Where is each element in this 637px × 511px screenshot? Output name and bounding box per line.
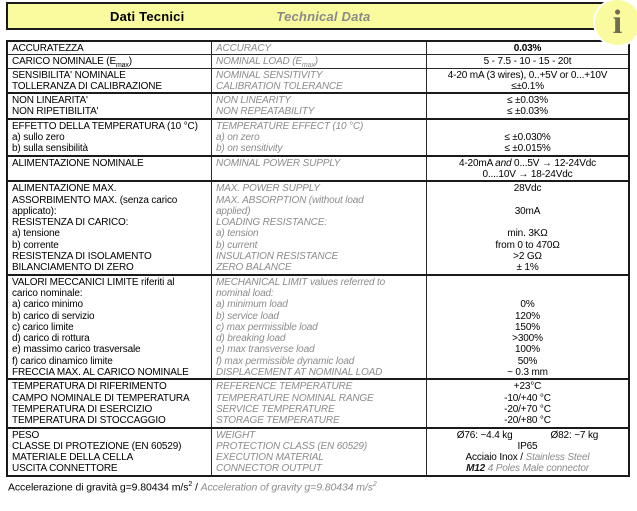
spec-cell-value xyxy=(427,276,628,379)
spec-line: -20/+70 °C xyxy=(504,403,551,415)
spec-line: MATERIALE DELLA CELLA xyxy=(12,452,134,464)
spec-line: NON REPEATABILITY xyxy=(216,106,315,118)
spec-line: 120% xyxy=(515,310,540,322)
spec-cell-english xyxy=(211,429,427,475)
spec-line: from 0 to 470Ω xyxy=(495,239,560,251)
spec-block xyxy=(8,92,628,118)
spec-line xyxy=(431,158,624,169)
text-segment: 18-24Vdc xyxy=(528,168,573,180)
spec-line xyxy=(431,277,624,288)
text-segment: and xyxy=(495,157,512,169)
spec-cell-value xyxy=(427,429,628,475)
spec-cell-value xyxy=(427,380,628,426)
spec-line: SENSIBILITA' NOMINALE xyxy=(12,69,126,81)
spec-line xyxy=(431,195,624,206)
spec-line: 150% xyxy=(515,321,540,333)
spec-line: min. 3KΩ xyxy=(507,228,548,240)
spec-line: a) sullo zero xyxy=(12,132,65,144)
spec-line xyxy=(431,452,624,463)
spec-line: f) max permissible dynamic load xyxy=(216,355,355,367)
text-segment: 4 Poles Male connector xyxy=(485,463,589,475)
spec-line: b) service load xyxy=(216,310,279,322)
spec-line: MECHANICAL LIMIT values referred to xyxy=(216,276,386,288)
spec-line: 100% xyxy=(515,344,540,356)
spec-line: d) breaking load xyxy=(216,333,286,345)
text-segment: Accelerazione di gravità g=9.80434 m/s xyxy=(8,481,189,494)
spec-line xyxy=(216,56,422,70)
spec-block xyxy=(8,42,628,54)
spec-cell-value xyxy=(427,55,628,67)
spec-line: ZERO BALANCE xyxy=(216,262,292,274)
text-segment: Ø76: ~4.4 kg xyxy=(456,429,513,441)
spec-line: applicato): xyxy=(12,205,57,217)
spec-line: b) sulla sensibilità xyxy=(12,143,88,155)
spec-line: b) current xyxy=(216,239,258,251)
spec-line xyxy=(431,463,624,474)
spec-line xyxy=(431,288,624,299)
spec-line: NON LINEARITA' xyxy=(12,95,88,107)
text-segment: ) xyxy=(314,56,318,68)
text-segment: 4-20mA xyxy=(458,157,496,169)
spec-cell-value xyxy=(427,69,628,93)
text-segment: max xyxy=(115,62,129,70)
spec-cell-english xyxy=(211,69,427,93)
spec-line: TEMPERATURA DI RIFERIMENTO xyxy=(12,381,167,393)
spec-line: a) tension xyxy=(216,228,259,240)
spec-line: >2 GΩ xyxy=(513,251,542,263)
spec-line: nominal load: xyxy=(216,287,274,299)
spec-line: NON RIPETIBILITA' xyxy=(12,106,99,118)
spec-line: c) carico limite xyxy=(12,321,74,333)
spec-line xyxy=(431,43,624,54)
text-segment: 0...5V xyxy=(511,157,542,169)
text-segment: Stainless Steel xyxy=(525,452,590,464)
spec-line: CONNECTOR OUTPUT xyxy=(216,463,322,475)
spec-cell-english xyxy=(211,55,427,70)
spec-line xyxy=(12,56,207,70)
text-segment: → xyxy=(518,168,529,180)
spec-line: ALIMENTAZIONE NOMINALE xyxy=(12,157,144,169)
spec-line: CAMPO NOMINALE DI TEMPERATURA xyxy=(12,392,190,404)
spec-line: ± 1% xyxy=(516,262,539,274)
spec-line: PROTECTION CLASS (EN 60529) xyxy=(216,440,367,452)
spec-cell-english xyxy=(211,380,427,426)
spec-line: CLASSE DI PROTEZIONE (EN 60529) xyxy=(12,440,182,452)
spec-block xyxy=(8,54,628,70)
spec-cell-italian xyxy=(8,429,211,475)
spec-line: NOMINAL POWER SUPPLY xyxy=(216,157,341,169)
spec-cell-italian xyxy=(8,69,211,93)
spec-line: TEMPERATURA DI ESERCIZIO xyxy=(12,403,153,415)
spec-cell-value xyxy=(427,42,628,54)
spec-line: PESO xyxy=(12,429,40,441)
spec-cell-english xyxy=(211,42,427,54)
spec-line: +23°C xyxy=(513,381,542,393)
spec-block xyxy=(8,378,628,426)
text-segment: 0....10V xyxy=(482,168,519,180)
spec-line: ASSORBIMENTO MAX. (senza carico xyxy=(12,194,178,206)
spec-line: 30mA xyxy=(514,205,541,217)
spec-line xyxy=(431,217,624,228)
text-segment: → xyxy=(541,157,552,169)
spec-cell-english xyxy=(211,276,427,379)
spec-line: TEMPERATURE NOMINAL RANGE xyxy=(216,392,374,404)
spec-line: ACCURACY xyxy=(216,43,271,54)
spec-line: e) massimo carico trasversale xyxy=(12,344,141,356)
spec-line: TEMPERATURA DI STOCCAGGIO xyxy=(12,415,166,427)
spec-line xyxy=(431,121,624,132)
spec-line: LOADING RESISTANCE: xyxy=(216,217,327,229)
spec-line: REFERENCE TEMPERATURE xyxy=(216,381,353,393)
spec-line: RESISTENZA DI CARICO: xyxy=(12,217,129,229)
spec-line xyxy=(431,430,624,441)
spec-cell-italian xyxy=(8,182,211,273)
spec-cell-english xyxy=(211,157,427,181)
spec-line: f) carico dinamico limite xyxy=(12,355,113,367)
spec-line: ≤ ±0.03% xyxy=(507,95,548,107)
spec-cell-italian xyxy=(8,94,211,118)
spec-line: -10/+40 °C xyxy=(504,392,551,404)
spec-line: a) tensione xyxy=(12,228,60,240)
spec-cell-italian xyxy=(8,120,211,155)
spec-cell-value xyxy=(427,94,628,118)
spec-line: 5 - 7.5 - 10 - 15 - 20t xyxy=(483,56,572,68)
spec-cell-italian xyxy=(8,42,211,54)
spec-cell-english xyxy=(211,94,427,118)
spec-line: a) minimum load xyxy=(216,299,288,311)
spec-line: a) on zero xyxy=(216,132,260,144)
section-title-italian: Dati Tecnici xyxy=(110,8,185,24)
spec-line: MAX. POWER SUPPLY xyxy=(216,183,320,195)
spec-block xyxy=(8,118,628,155)
spec-line xyxy=(216,169,422,180)
spec-line: c) max permissible load xyxy=(216,321,318,333)
text-segment: 2 xyxy=(188,481,193,488)
spec-line: BILANCIAMENTO DI ZERO xyxy=(12,262,134,274)
text-segment: 0.03% xyxy=(513,43,542,54)
spec-cell-italian xyxy=(8,380,211,426)
spec-line: e) max transverse load xyxy=(216,344,315,356)
spec-line: 28Vdc xyxy=(513,183,542,195)
spec-block xyxy=(8,68,628,93)
text-segment: NOMINAL LOAD (E xyxy=(216,56,302,68)
spec-line: USCITA CONNETTORE xyxy=(12,463,118,475)
spec-line: MAX. ABSORPTION (without load xyxy=(216,194,364,206)
spec-cell-value xyxy=(427,120,628,155)
spec-line: b) corrente xyxy=(12,239,59,251)
spec-line: CALIBRATION TOLERANCE xyxy=(216,80,343,92)
spec-block xyxy=(8,180,628,273)
spec-line: ALIMENTAZIONE MAX. xyxy=(12,183,117,195)
spec-block xyxy=(8,427,628,475)
gravity-footnote xyxy=(8,481,377,494)
spec-line: SERVICE TEMPERATURE xyxy=(216,403,335,415)
spec-line: 0% xyxy=(520,299,535,311)
spec-line: IP65 xyxy=(517,440,538,452)
spec-line: DISPLACEMENT AT NOMINAL LOAD xyxy=(216,367,383,379)
section-title-english: Technical Data xyxy=(276,8,371,24)
spec-line: ≤±0.1% xyxy=(511,80,544,92)
text-segment: Acceleration of gravity g=9.80434 m/s xyxy=(200,481,373,494)
spec-cell-value xyxy=(427,157,628,181)
text-segment: Ø82: ~7 kg xyxy=(550,429,599,441)
text-segment: 2 xyxy=(372,481,377,488)
spec-line: STORAGE TEMPERATURE xyxy=(216,415,340,427)
spec-line xyxy=(431,169,624,180)
spec-line: VALORI MECCANICI LIMITE riferiti al xyxy=(12,276,175,288)
text-segment: ) xyxy=(128,56,132,68)
spec-line: EXECUTION MATERIAL xyxy=(216,452,324,464)
spec-line: 4-20 mA (3 wires), 0..+5V or 0...+10V xyxy=(447,69,608,81)
spec-line: -20/+80 °C xyxy=(504,415,551,427)
spec-line: ≤ ±0.015% xyxy=(504,143,551,155)
section-header-bar xyxy=(6,2,607,30)
spec-line: NON LINEARITY xyxy=(216,95,291,107)
spec-cell-value xyxy=(427,182,628,273)
spec-line: INSULATION RESISTANCE xyxy=(216,251,339,263)
spec-line: NOMINAL SENSITIVITY xyxy=(216,69,323,81)
spec-line: applied) xyxy=(216,205,251,217)
spec-line: ≤ ±0.03% xyxy=(507,106,548,118)
spec-block xyxy=(8,155,628,181)
spec-line: WEIGHT xyxy=(216,429,256,441)
spec-line: 50% xyxy=(517,355,538,367)
spec-line: FRECCIA MAX. AL CARICO NOMINALE xyxy=(12,367,189,379)
spec-line: ≤ ±0.030% xyxy=(504,132,551,144)
spec-line: EFFETTO DELLA TEMPERATURA (10 °C) xyxy=(12,120,198,132)
info-icon-glyph: i xyxy=(612,4,623,41)
spec-line: >300% xyxy=(512,333,543,345)
text-segment: M12 xyxy=(466,463,486,475)
text-segment: / xyxy=(192,481,201,494)
text-segment: max xyxy=(301,62,315,70)
spec-block xyxy=(8,274,628,379)
spec-cell-italian xyxy=(8,276,211,379)
spec-cell-italian xyxy=(8,55,211,70)
spec-cell-italian xyxy=(8,157,211,181)
text-segment: Acciaio Inox / xyxy=(465,452,526,464)
info-icon xyxy=(595,0,637,45)
spec-line: a) carico minimo xyxy=(12,299,83,311)
spec-line: carico nominale: xyxy=(12,287,83,299)
text-segment: 12-24Vdc xyxy=(551,157,597,169)
spec-line: RESISTENZA DI ISOLAMENTO xyxy=(12,251,152,263)
spec-line xyxy=(12,169,207,180)
spec-line: b) carico di servizio xyxy=(12,310,95,322)
spec-cell-english xyxy=(211,182,427,273)
spec-line: TEMPERATURE EFFECT (10 °C) xyxy=(216,120,364,132)
spec-line: d) carico di rottura xyxy=(12,333,90,345)
text-segment: CARICO NOMINALE (E xyxy=(12,56,116,68)
technical-data-table xyxy=(6,40,630,477)
spec-line: b) on sensitivity xyxy=(216,143,283,155)
spec-line: TOLLERANZA DI CALIBRAZIONE xyxy=(12,80,162,92)
spec-line: ACCURATEZZA xyxy=(12,43,84,54)
spec-line: ~ 0.3 mm xyxy=(507,367,548,379)
spec-cell-english xyxy=(211,120,427,155)
